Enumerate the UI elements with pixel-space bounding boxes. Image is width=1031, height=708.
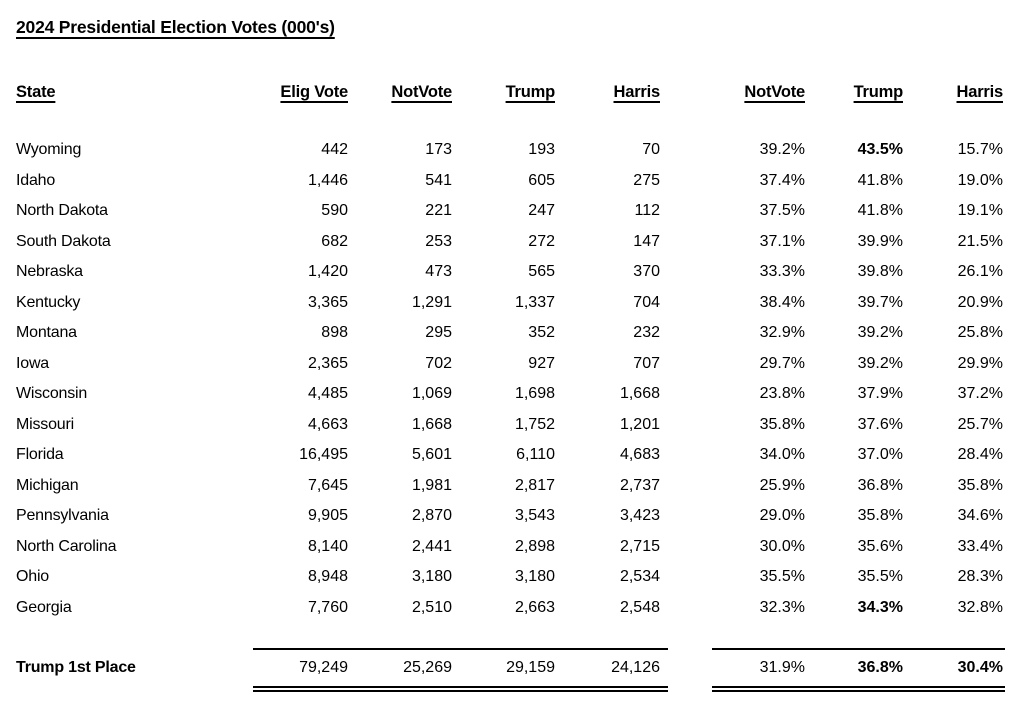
cell-harris: 1,668 bbox=[619, 385, 660, 402]
cell-pct-notvote: 39.2% bbox=[759, 141, 805, 158]
cell-harris: 70 bbox=[642, 141, 660, 158]
cell-harris: 147 bbox=[633, 232, 660, 250]
cell-pct-trump: 34.3% bbox=[857, 598, 903, 616]
column-gap bbox=[668, 379, 712, 410]
cell-pct-trump: 41.8% bbox=[857, 202, 903, 219]
total-pct-trump: 36.8% bbox=[809, 648, 907, 692]
cell-harris: 3,423 bbox=[619, 507, 660, 524]
cell-notvote: 5,601 bbox=[411, 446, 452, 463]
cell-trump: 605 bbox=[528, 171, 555, 189]
column-gap bbox=[668, 318, 712, 349]
cell-harris: 112 bbox=[634, 202, 660, 219]
cell-elig-vote: 4,663 bbox=[307, 415, 348, 433]
cell-trump: 3,180 bbox=[514, 568, 555, 585]
cell-pct-harris: 25.8% bbox=[957, 324, 1003, 341]
cell-elig-vote: 682 bbox=[321, 232, 348, 250]
cell-notvote: 1,981 bbox=[411, 476, 452, 494]
cell-pct-notvote: 37.1% bbox=[759, 232, 805, 250]
cell-pct-harris: 35.8% bbox=[957, 476, 1003, 494]
cell-pct-harris: 19.1% bbox=[957, 202, 1003, 219]
cell-pct-notvote: 29.7% bbox=[759, 354, 805, 372]
column-gap bbox=[668, 196, 712, 227]
column-gap bbox=[668, 288, 712, 319]
cell-pct-harris: 26.1% bbox=[957, 263, 1003, 280]
cell-elig-vote: 8,948 bbox=[307, 568, 348, 585]
cell-harris: 2,548 bbox=[619, 598, 660, 616]
cell-trump: 2,898 bbox=[514, 537, 555, 555]
col-header-notvote: NotVote bbox=[391, 83, 452, 101]
cell-harris: 370 bbox=[633, 263, 660, 280]
cell-elig-vote: 7,645 bbox=[307, 476, 348, 494]
cell-pct-notvote: 29.0% bbox=[759, 507, 805, 524]
col-header-pct-harris: Harris bbox=[956, 83, 1003, 101]
cell-pct-trump: 37.6% bbox=[857, 415, 903, 433]
column-gap bbox=[668, 501, 712, 532]
total-pct-harris: 30.4% bbox=[907, 648, 1005, 692]
total-elig-vote: 79,249 bbox=[253, 648, 352, 692]
cell-pct-notvote: 33.3% bbox=[759, 263, 805, 280]
cell-pct-notvote: 32.9% bbox=[759, 324, 805, 341]
cell-state: Nebraska bbox=[16, 263, 83, 280]
cell-trump: 2,817 bbox=[514, 476, 555, 494]
cell-trump: 2,663 bbox=[514, 598, 555, 616]
cell-pct-harris: 34.6% bbox=[957, 507, 1003, 524]
cell-harris: 2,737 bbox=[619, 476, 660, 494]
cell-trump: 6,110 bbox=[516, 446, 555, 463]
cell-pct-trump: 39.7% bbox=[857, 293, 903, 311]
table-row bbox=[0, 471, 1031, 502]
page-title: 2024 Presidential Election Votes (000's) bbox=[16, 17, 335, 37]
cell-elig-vote: 2,365 bbox=[307, 354, 348, 372]
cell-pct-trump: 41.8% bbox=[857, 171, 903, 189]
cell-elig-vote: 442 bbox=[321, 141, 348, 158]
cell-trump: 3,543 bbox=[514, 507, 555, 524]
cell-pct-notvote: 38.4% bbox=[759, 293, 805, 311]
cell-elig-vote: 898 bbox=[321, 324, 348, 341]
column-gap bbox=[668, 532, 712, 563]
total-harris: 24,126 bbox=[559, 648, 668, 692]
column-gap bbox=[668, 471, 712, 502]
cell-notvote: 173 bbox=[425, 141, 452, 158]
cell-trump: 1,752 bbox=[514, 415, 555, 433]
cell-harris: 4,683 bbox=[619, 446, 660, 463]
cell-pct-trump: 39.9% bbox=[857, 232, 903, 250]
cell-state: Iowa bbox=[16, 354, 49, 372]
column-gap bbox=[668, 166, 712, 197]
cell-state: Georgia bbox=[16, 598, 72, 616]
cell-state: Montana bbox=[16, 324, 77, 341]
column-gap bbox=[668, 648, 712, 692]
col-header-harris: Harris bbox=[613, 83, 660, 101]
cell-state: Michigan bbox=[16, 476, 79, 494]
cell-pct-notvote: 23.8% bbox=[759, 385, 805, 402]
column-gap bbox=[668, 227, 712, 258]
cell-state: Kentucky bbox=[16, 293, 81, 311]
column-gap bbox=[668, 135, 712, 166]
cell-pct-notvote: 34.0% bbox=[759, 446, 805, 463]
cell-state: Wisconsin bbox=[16, 385, 88, 402]
cell-pct-trump: 39.2% bbox=[857, 354, 903, 372]
total-row bbox=[0, 648, 1031, 692]
cell-state: Wyoming bbox=[16, 141, 82, 158]
cell-pct-trump: 35.6% bbox=[857, 537, 903, 555]
cell-pct-notvote: 37.4% bbox=[759, 171, 805, 189]
cell-notvote: 702 bbox=[425, 354, 452, 372]
cell-notvote: 3,180 bbox=[411, 568, 452, 585]
total-pct-notvote: 31.9% bbox=[712, 648, 809, 692]
cell-pct-notvote: 37.5% bbox=[759, 202, 805, 219]
cell-pct-notvote: 32.3% bbox=[759, 598, 805, 616]
cell-pct-harris: 25.7% bbox=[957, 415, 1003, 433]
table-row bbox=[0, 593, 1031, 624]
column-gap bbox=[668, 562, 712, 593]
table-row bbox=[0, 166, 1031, 197]
table-body bbox=[0, 135, 1031, 623]
column-gap bbox=[668, 410, 712, 441]
column-gap bbox=[668, 440, 712, 471]
cell-trump: 193 bbox=[528, 141, 555, 158]
total-trump: 29,159 bbox=[456, 648, 559, 692]
cell-trump: 1,337 bbox=[514, 293, 555, 311]
cell-elig-vote: 3,365 bbox=[307, 293, 348, 311]
table-row bbox=[0, 135, 1031, 166]
column-gap bbox=[668, 257, 712, 288]
cell-elig-vote: 4,485 bbox=[307, 385, 348, 402]
cell-pct-harris: 20.9% bbox=[957, 293, 1003, 311]
cell-harris: 2,534 bbox=[619, 568, 660, 585]
cell-state: Pennsylvania bbox=[16, 507, 109, 524]
cell-harris: 1,201 bbox=[619, 415, 660, 433]
cell-pct-harris: 19.0% bbox=[957, 171, 1003, 189]
table-row bbox=[0, 532, 1031, 563]
cell-pct-trump: 37.9% bbox=[857, 385, 903, 402]
column-gap bbox=[668, 593, 712, 624]
col-header-state: State bbox=[16, 83, 56, 101]
cell-state: North Dakota bbox=[16, 202, 108, 219]
cell-notvote: 1,291 bbox=[411, 293, 452, 311]
cell-pct-harris: 28.3% bbox=[957, 568, 1003, 585]
col-header-trump: Trump bbox=[505, 83, 555, 101]
cell-state: South Dakota bbox=[16, 232, 111, 250]
cell-state: Ohio bbox=[16, 568, 49, 585]
cell-pct-trump: 35.5% bbox=[857, 568, 903, 585]
cell-pct-harris: 28.4% bbox=[957, 446, 1003, 463]
cell-pct-trump: 36.8% bbox=[857, 476, 903, 494]
table-row bbox=[0, 318, 1031, 349]
table-header bbox=[0, 80, 1031, 104]
cell-elig-vote: 16,495 bbox=[299, 446, 348, 463]
col-header-pct-trump: Trump bbox=[853, 83, 903, 101]
cell-notvote: 2,510 bbox=[411, 598, 452, 616]
cell-elig-vote: 1,446 bbox=[307, 171, 348, 189]
table-row bbox=[0, 562, 1031, 593]
table-row bbox=[0, 196, 1031, 227]
column-gap bbox=[668, 349, 712, 380]
cell-notvote: 295 bbox=[425, 324, 452, 341]
total-notvote: 25,269 bbox=[352, 648, 456, 692]
cell-harris: 2,715 bbox=[619, 537, 660, 555]
cell-trump: 927 bbox=[528, 354, 555, 372]
cell-trump: 247 bbox=[528, 202, 555, 219]
cell-elig-vote: 1,420 bbox=[307, 263, 348, 280]
cell-pct-notvote: 25.9% bbox=[759, 476, 805, 494]
cell-notvote: 253 bbox=[425, 232, 452, 250]
col-header-pct-notvote: NotVote bbox=[744, 83, 805, 101]
col-header-elig-vote: Elig Vote bbox=[280, 83, 348, 101]
cell-state: Florida bbox=[16, 446, 64, 463]
cell-trump: 272 bbox=[528, 232, 555, 250]
cell-harris: 704 bbox=[633, 293, 660, 311]
cell-pct-notvote: 30.0% bbox=[759, 537, 805, 555]
table-row bbox=[0, 349, 1031, 380]
cell-trump: 352 bbox=[528, 324, 555, 341]
cell-notvote: 2,441 bbox=[411, 537, 452, 555]
cell-pct-harris: 33.4% bbox=[957, 537, 1003, 555]
cell-pct-trump: 39.2% bbox=[857, 324, 903, 341]
cell-pct-harris: 37.2% bbox=[957, 385, 1003, 402]
cell-pct-harris: 32.8% bbox=[957, 598, 1003, 616]
cell-pct-trump: 43.5% bbox=[857, 141, 903, 158]
column-gap bbox=[668, 80, 712, 104]
cell-notvote: 1,069 bbox=[411, 385, 452, 402]
cell-state: Missouri bbox=[16, 415, 74, 433]
cell-pct-notvote: 35.5% bbox=[759, 568, 805, 585]
table-row bbox=[0, 410, 1031, 441]
cell-trump: 565 bbox=[528, 263, 555, 280]
cell-notvote: 221 bbox=[425, 202, 452, 219]
cell-pct-trump: 39.8% bbox=[857, 263, 903, 280]
cell-pct-trump: 37.0% bbox=[857, 446, 903, 463]
table-row bbox=[0, 440, 1031, 471]
table-row bbox=[0, 501, 1031, 532]
cell-elig-vote: 8,140 bbox=[307, 537, 348, 555]
cell-harris: 275 bbox=[633, 171, 660, 189]
cell-pct-harris: 15.7% bbox=[957, 141, 1003, 158]
cell-notvote: 473 bbox=[425, 263, 452, 280]
cell-elig-vote: 590 bbox=[321, 202, 348, 219]
table-row bbox=[0, 288, 1031, 319]
cell-elig-vote: 9,905 bbox=[307, 507, 348, 524]
table-row bbox=[0, 227, 1031, 258]
cell-pct-harris: 21.5% bbox=[957, 232, 1003, 250]
cell-notvote: 2,870 bbox=[411, 507, 452, 524]
cell-pct-harris: 29.9% bbox=[957, 354, 1003, 372]
table-row bbox=[0, 257, 1031, 288]
cell-pct-trump: 35.8% bbox=[857, 507, 903, 524]
cell-elig-vote: 7,760 bbox=[307, 598, 348, 616]
table-row bbox=[0, 379, 1031, 410]
cell-pct-notvote: 35.8% bbox=[759, 415, 805, 433]
cell-state: Idaho bbox=[16, 171, 56, 189]
cell-trump: 1,698 bbox=[514, 385, 555, 402]
total-label: Trump 1st Place bbox=[16, 659, 136, 676]
cell-notvote: 1,668 bbox=[411, 415, 452, 433]
cell-harris: 232 bbox=[633, 324, 660, 341]
cell-notvote: 541 bbox=[425, 171, 452, 189]
cell-harris: 707 bbox=[633, 354, 660, 372]
cell-state: North Carolina bbox=[16, 537, 117, 555]
